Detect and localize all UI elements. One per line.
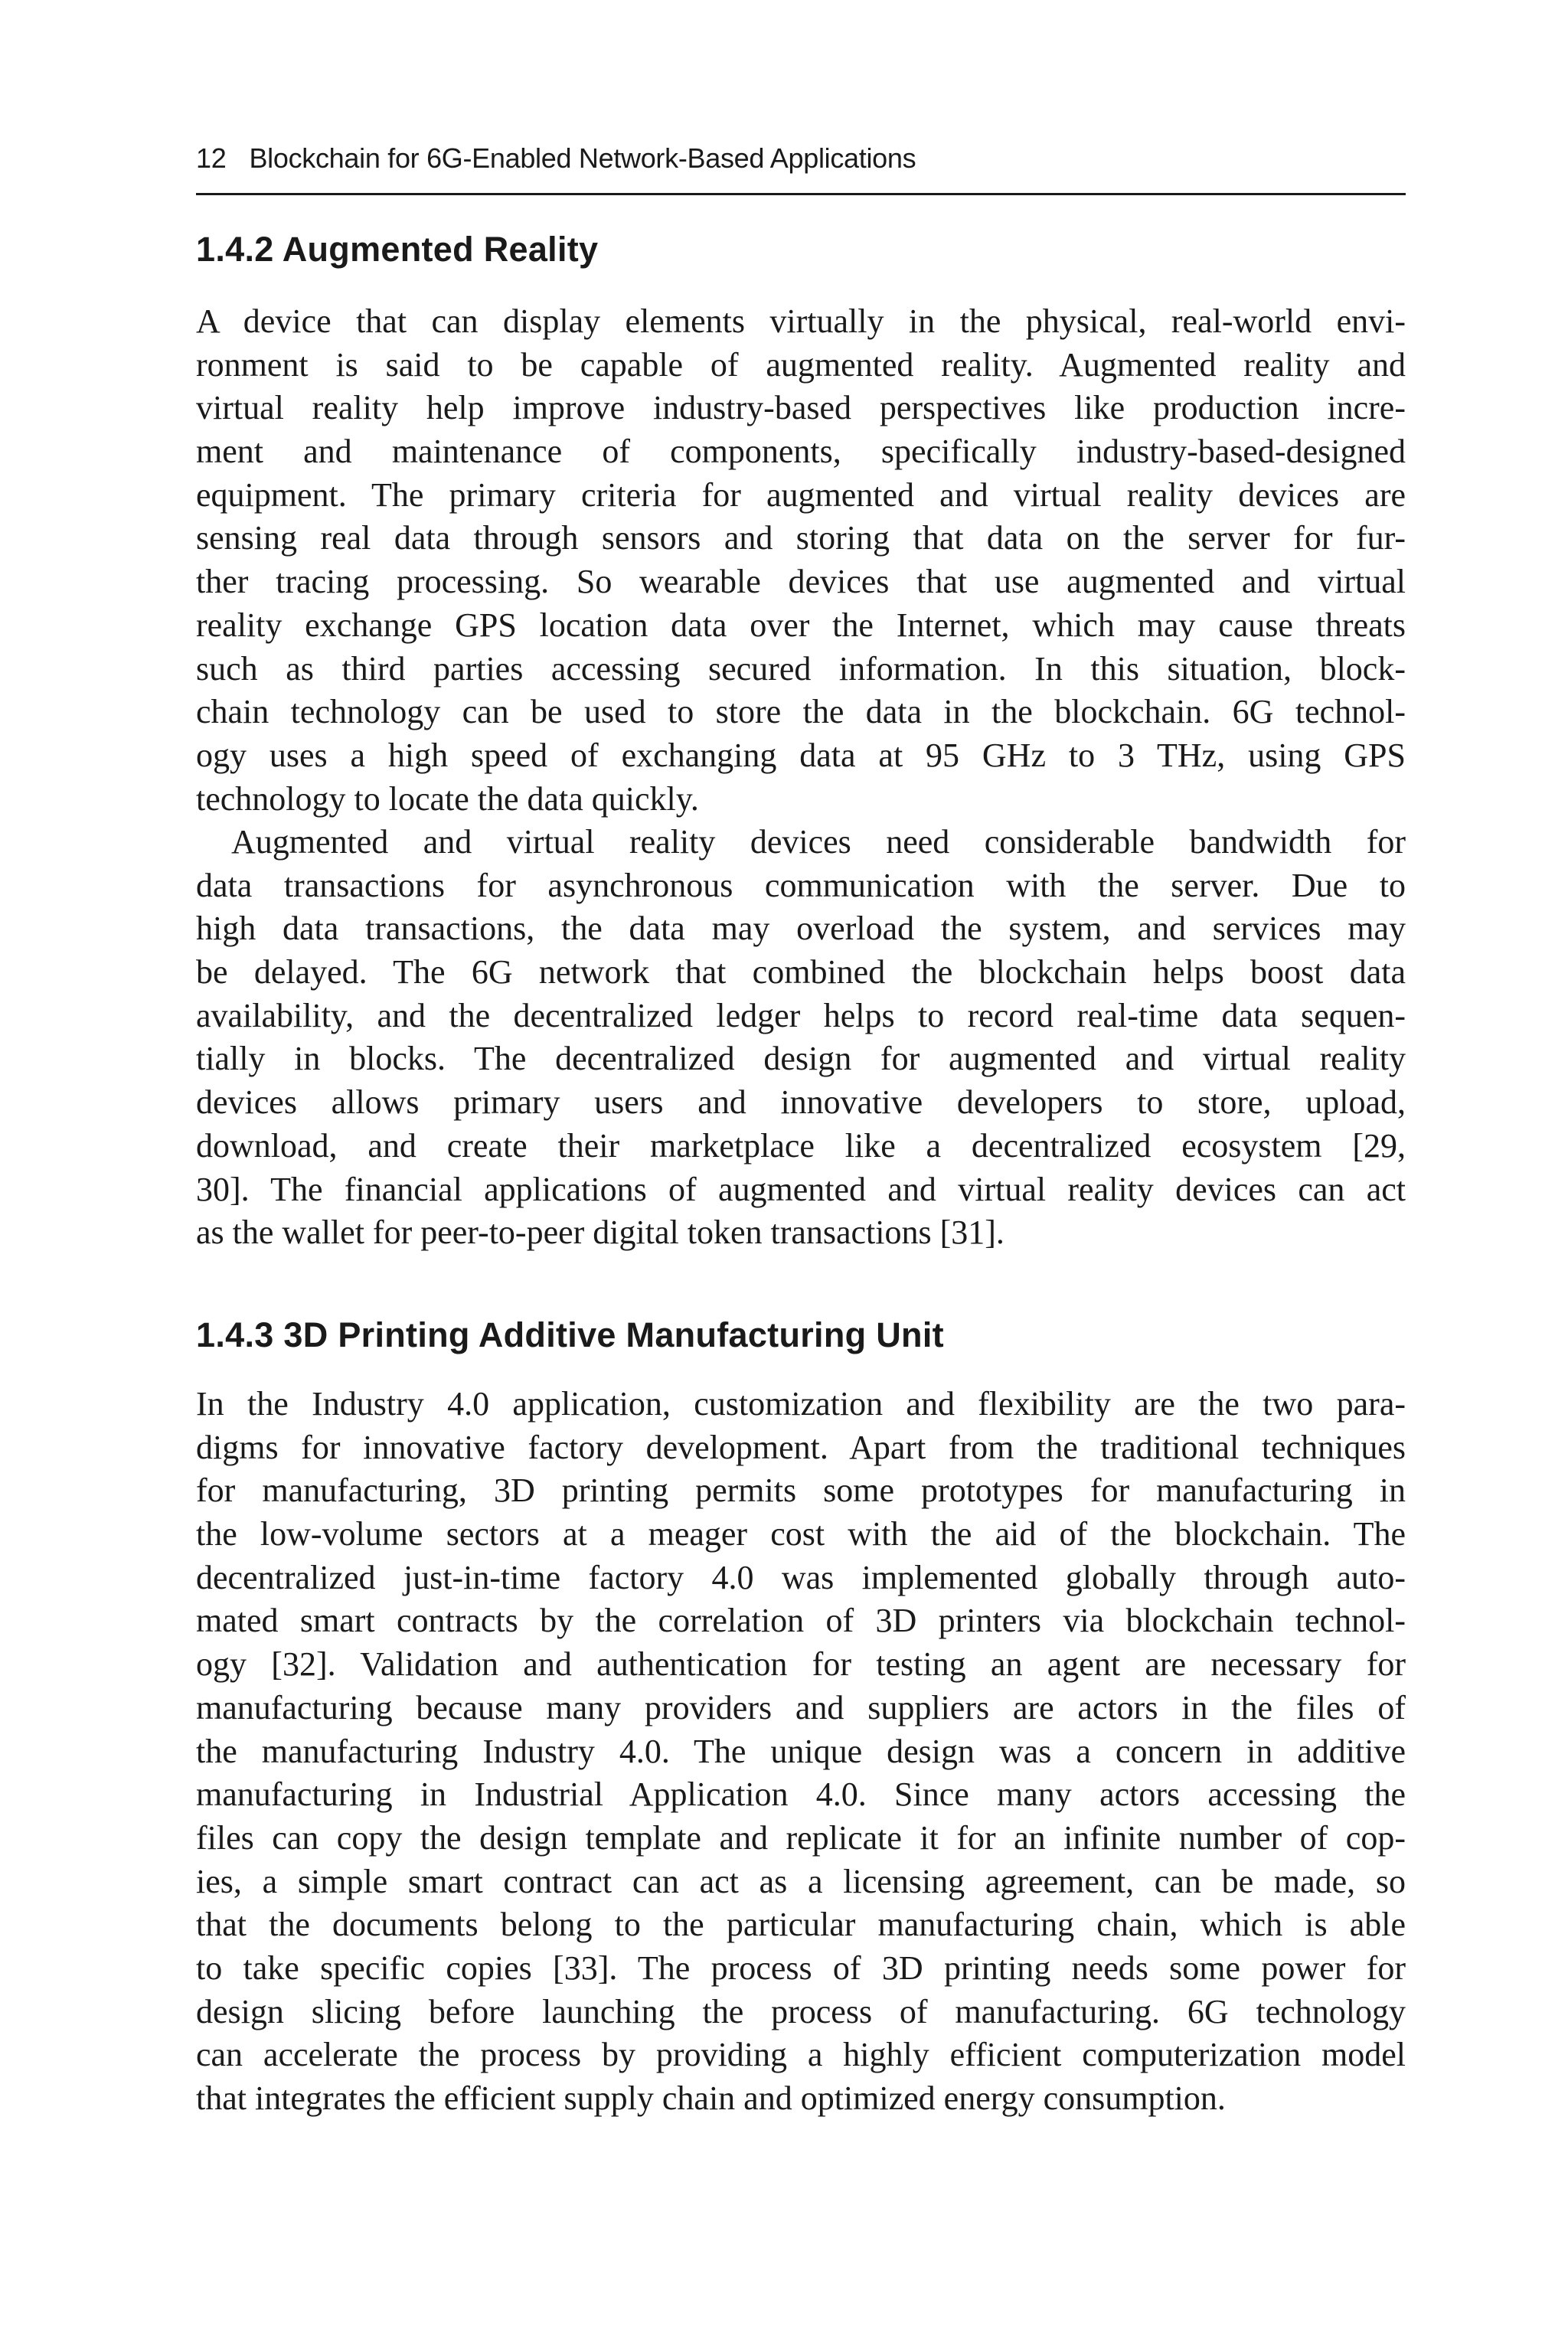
text-line: tially in blocks. The decentralized design for augmented and virtual reality <box>196 1040 1406 1078</box>
text-line: equipment. The primary criteria for augmented and virtual reality devices are <box>196 475 1406 514</box>
section-heading: 1.4.3 3D Printing Additive Manufacturing Unit <box>196 1315 944 1354</box>
text-line: data transactions for asynchronous communication with the server. Due to <box>196 866 1406 904</box>
text-line: to take specific copies [33]. The process of 3D printing needs some power for <box>196 1949 1406 1987</box>
text-line: chain technology can be used to store the data in the blockchain. 6G technol- <box>196 693 1406 731</box>
text-line: virtual reality help improve industry-based perspectives like production incre- <box>196 389 1406 427</box>
text-line: reality exchange GPS location data over the Internet, which may cause threats <box>196 606 1406 644</box>
text-line: design slicing before launching the process of manufacturing. 6G technology <box>196 1992 1406 2030</box>
text-line: high data transactions, the data may overload the system, and services may <box>196 910 1406 948</box>
text-line: mated smart contracts by the correlation of 3D printers via blockchain technol- <box>196 1602 1406 1640</box>
text-line: that integrates the efficient supply chain and optimized energy consumption. <box>196 2079 1226 2117</box>
text-line: Augmented and virtual reality devices need considerable bandwidth for <box>231 823 1406 861</box>
text-line: technology to locate the data quickly. <box>196 779 699 818</box>
text-line: for manufacturing, 3D printing permits some prototypes for manufacturing in <box>196 1472 1406 1510</box>
text-line: ies, a simple smart contract can act as a licensing agreement, can be made, so <box>196 1862 1406 1900</box>
text-line: can accelerate the process by providing a highly efficient computerization model <box>196 2036 1406 2074</box>
section-heading: 1.4.2 Augmented Reality <box>196 230 599 269</box>
text-line: as the wallet for peer-to-peer digital token transactions [31]. <box>196 1214 1004 1252</box>
text-line: sensing real data through sensors and storing that data on the server for fur- <box>196 519 1406 557</box>
text-line: be delayed. The 6G network that combined the blockchain helps boost data <box>196 953 1406 991</box>
page-number: 12 <box>196 142 227 174</box>
text-line: devices allows primary users and innovative developers to store, upload, <box>196 1083 1406 1122</box>
text-line: manufacturing because many providers and suppliers are actors in the files of <box>196 1688 1406 1726</box>
running-header <box>196 142 1406 175</box>
text-line: ogy [32]. Validation and authentication for testing an agent are necessary for <box>196 1645 1406 1684</box>
text-line: 30]. The financial applications of augmented and virtual reality devices can act <box>196 1170 1406 1208</box>
text-line: decentralized just-in-time factory 4.0 was implemented globally through auto- <box>196 1558 1406 1596</box>
text-line: the manufacturing Industry 4.0. The unique design was a concern in additive <box>196 1732 1406 1770</box>
paragraph <box>196 1383 1406 2121</box>
text-line: download, and create their marketplace like a decentralized ecosystem [29, <box>196 1126 1406 1165</box>
text-line: files can copy the design template and replicate it for an infinite number of cop- <box>196 1818 1406 1857</box>
text-line: the low-volume sectors at a meager cost with the aid of the blockchain. The <box>196 1515 1406 1553</box>
text-line: A device that can display elements virtually in the physical, real-world envi- <box>196 302 1406 340</box>
text-line: digms for innovative factory development. Apart from the traditional techniques <box>196 1428 1406 1466</box>
text-line: ment and maintenance of components, specifically industry-based-designed <box>196 433 1406 471</box>
text-line: In the Industry 4.0 application, customization and flexibility are the two para- <box>196 1385 1406 1423</box>
paragraph <box>196 821 1406 1255</box>
text-line: such as third parties accessing secured information. In this situation, block- <box>196 649 1406 688</box>
text-line: ronment is said to be capable of augmented reality. Augmented reality and <box>196 345 1406 384</box>
running-title: Blockchain for 6G-Enabled Network-Based Applications <box>249 142 916 174</box>
paragraph <box>196 300 1406 821</box>
text-line: availability, and the decentralized ledger helps to record real-time data sequen- <box>196 996 1406 1034</box>
text-line: manufacturing in Industrial Application 4.0. Since many actors accessing the <box>196 1775 1406 1814</box>
text-line: ogy uses a high speed of exchanging data at 95 GHz to 3 THz, using GPS <box>196 736 1406 774</box>
header-rule <box>196 193 1406 195</box>
text-line: ther tracing processing. So wearable devices that use augmented and virtual <box>196 563 1406 601</box>
text-line: that the documents belong to the particular manufacturing chain, which is able <box>196 1906 1406 1944</box>
